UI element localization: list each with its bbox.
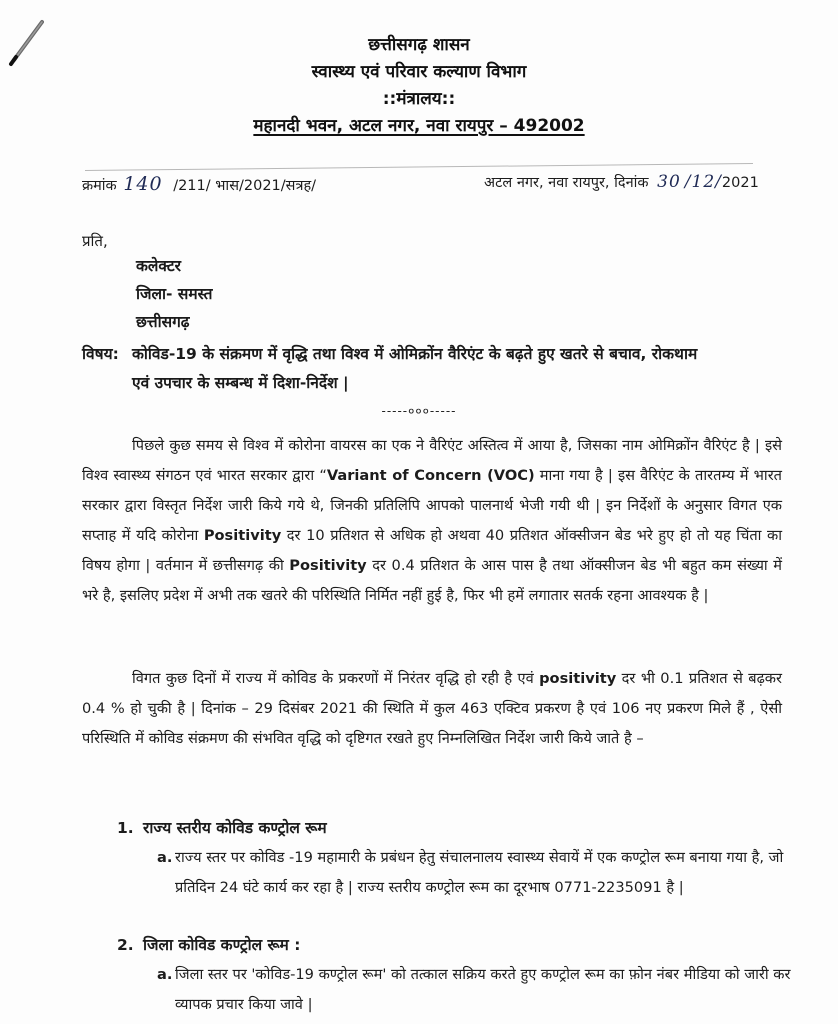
recipient-line: छत्तीसगढ़ (136, 313, 190, 331)
voc-term: Variant of Concern (VOC) (326, 467, 535, 484)
directive-number: 2. (117, 936, 134, 954)
header-divider (85, 163, 753, 171)
paragraph-omicron-background (82, 431, 782, 611)
directive-title: जिला कोविड कण्ट्रोल रूम : (143, 936, 301, 954)
reference-suffix: /211/ भास/2021/सत्रह/ (173, 178, 317, 194)
date-year: 2021 (721, 175, 759, 191)
reference-number (82, 173, 316, 195)
office-address: महानदी भवन, अटल नगर, नवा रायपुर – 492002 (253, 116, 585, 136)
subject-text-line1: कोविड-19 के संक्रमण में वृद्धि तथा विश्व में ओमिक्रोंन वैरिएंट के बढ़ते हुए खतरे से बचाव, रोकथाम (132, 345, 698, 363)
paragraph-text: पिछले कुछ समय से विश्व में कोरोना वायरस का एक ने वैरिएंट अस्तित्व में आया है, जिसका नाम ओमिक्रोंन वैरिएंट है | इसे विश्व स्वास्थ्य संगठन एवं भारत सरकार द्वारा “ (82, 437, 782, 484)
letterhead (0, 32, 838, 140)
date-place: अटल नगर, नवा रायपुर, दिनांक (484, 175, 649, 191)
subitem-text: राज्य स्तर पर कोविड -19 महामारी के प्रबंधन हेतु संचालनालय स्वास्थ्य सेवायें में एक कण्ट्रोल रूम बनाया गया है, जो प्रतिदिन 24 घंटे कार्य कर रहा है | राज्य स्तरीय कण्ट्रोल रूम का दूरभाष 0771-2235091 है | (175, 849, 784, 896)
subitem-text: जिला स्तर पर 'कोविड-19 कण्ट्रोल रूम' को तत्काल सक्रिय करते हुए कण्ट्रोल रूम का फ़ोन नंबर मीडिया को जारी कर व्यापक प्रचार किया जावे | (175, 966, 791, 1013)
paragraph-current-status (82, 664, 782, 754)
paragraph-text: दर 0.4 प्रतिशत के आस पास है तथा ऑक्सीजन बेड भी बहुत कम संख्या में भरे है, इसलिए प्रदेश में अभी तक खतरे की परिस्थिति निर्मित नहीं हुई है, फिर भी हमें लगातार सतर्क रहना आवश्यक है | (82, 557, 782, 604)
directive-subitem (117, 843, 797, 903)
directive-title: राज्य स्तरीय कोविड कण्ट्रोल रूम (143, 819, 327, 837)
directive-subitem (117, 960, 797, 1020)
section-ornament: -----०००----- (381, 404, 457, 418)
subitem-letter: a. (157, 849, 173, 866)
subitem-letter: a. (157, 966, 173, 983)
subject-label: विषय: (82, 345, 119, 363)
directive-item (117, 813, 797, 903)
handwritten-reference-number: 140 (123, 173, 163, 195)
ministry-label: ::मंत्रालय:: (382, 89, 456, 109)
paragraph-text: विगत कुछ दिनों में राज्य में कोविड के प्रकरणों में निरंतर वृद्धि हो रही है एवं (132, 670, 540, 687)
recipient-line: जिला- समस्त (136, 285, 213, 303)
issue-date (484, 172, 759, 192)
subject-block (82, 340, 822, 398)
paragraph-text: दर 10 प्रतिशत से अधिक हो अथवा 40 प्रतिशत ऑक्सीजन बेड भरे हुए हो तो यह चिंता का विषय होगा | वर्तमान में छत्तीसगढ़ की (82, 527, 782, 574)
reference-label: क्रमांक (82, 178, 117, 194)
handwritten-month: /12/ (684, 172, 722, 192)
addressee-label: प्रति, (82, 232, 108, 250)
department-name: स्वास्थ्य एवं परिवार कल्याण विभाग (311, 62, 527, 82)
handwritten-day: 30 (657, 172, 681, 192)
govt-name: छत्तीसगढ़ शासन (368, 35, 470, 55)
directive-number: 1. (117, 819, 134, 837)
positivity-term: positivity (539, 670, 617, 687)
recipient-block (136, 252, 212, 336)
recipient-line: कलेक्टर (136, 257, 182, 275)
positivity-term: Positivity (289, 557, 367, 574)
directive-item (117, 930, 797, 1020)
positivity-term: Positivity (203, 527, 282, 544)
paragraph-text: दर भी 0.1 प्रतिशत से बढ़कर 0.4 % हो चुकी है | दिनांक – 29 दिसंबर 2021 की स्थिति में कुल 463 एक्टिव प्रकरण है एवं 106 नए प्रकरण मिले हैं , ऐसी परिस्थिति में कोविड संक्रमण की संभवित वृद्धि को दृष्टिगत रखते हुए निम्नलिखित निर्देश जारी किये जाते है – (82, 670, 782, 747)
paragraph-text: माना गया है | इस वैरिएंट के तारतम्य में भारत सरकार द्वारा विस्तृत निर्देश जारी किये गये थे, जिनकी प्रतिलिपि आपको पालनार्थ भेजी गयी थी | इन निर्देशों के अनुसार विगत एक सप्ताह में यदि कोरोना (82, 467, 782, 544)
subject-text-line2: एवं उपचार के सम्बन्ध में दिशा-निर्देश | (132, 374, 349, 392)
